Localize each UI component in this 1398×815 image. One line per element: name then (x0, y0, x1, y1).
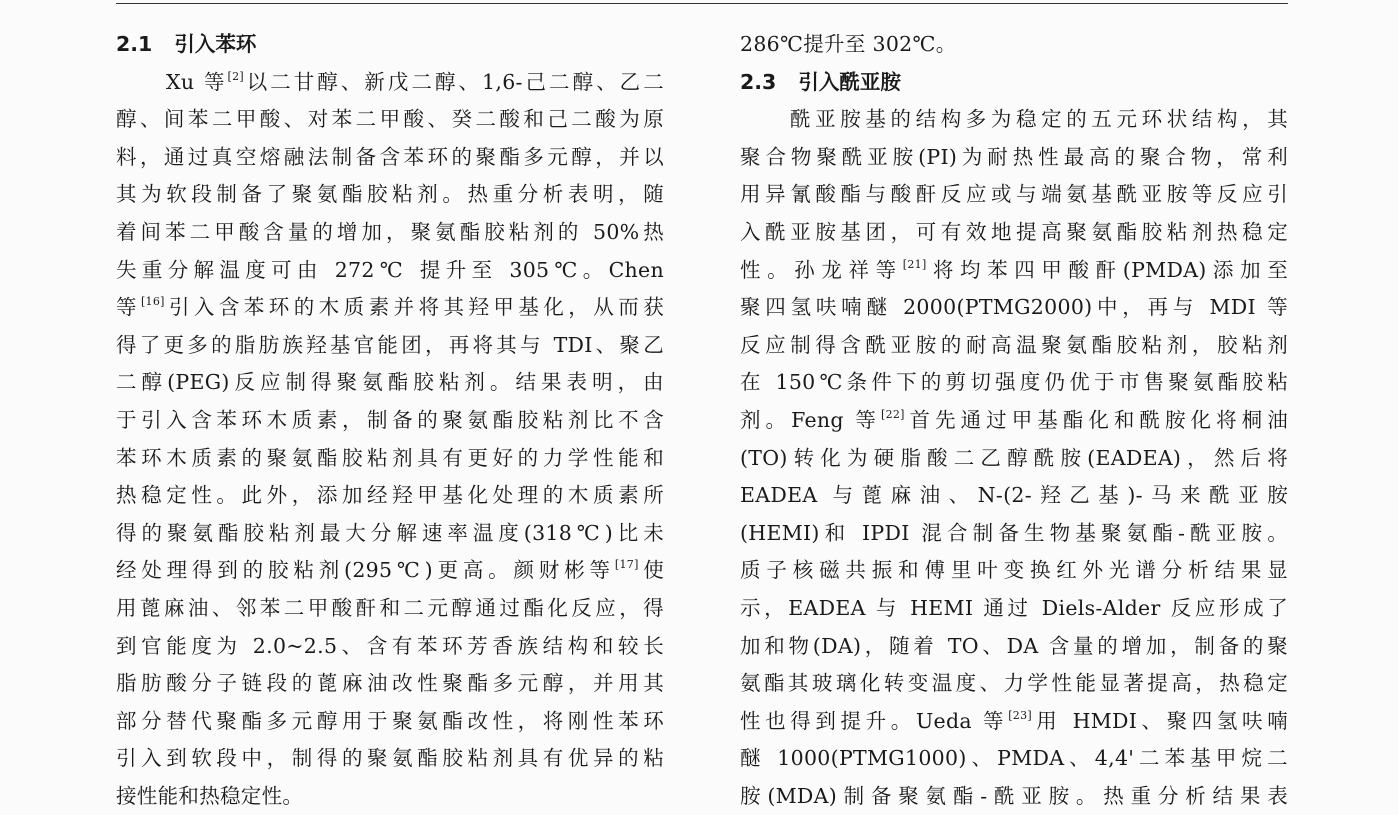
body-line (740, 477, 1288, 515)
body-line (116, 364, 664, 402)
section-number: 2.3 (740, 69, 777, 94)
section-title: 引入苯环 (174, 32, 257, 56)
body-line (116, 327, 664, 365)
body-line (116, 440, 664, 478)
body-line (116, 252, 664, 290)
body-line (116, 665, 664, 703)
body-line (740, 515, 1288, 553)
body-line (116, 515, 664, 553)
line-text: 反应制得含酰亚胺的耐高温聚氨酯胶粘剂，胶粘剂 (740, 332, 1288, 357)
body-line (116, 64, 664, 102)
line-text: 聚四氢呋喃醚 2000(PTMG2000)中，再与 MDI 等 (740, 295, 1288, 320)
line-text: 用异氰酸酯与酸酐反应或与端氨基酰亚胺等反应引 (740, 182, 1288, 207)
line-text: 醇、间苯二甲酸、对苯二甲酸、癸二酸和己二酸为原 (116, 107, 664, 132)
line-text: 着间苯二甲酸含量的增加，聚氨酯胶粘剂的 50%热 (116, 219, 664, 244)
citation-ref: [21] (902, 257, 927, 271)
line-text: 得了更多的脂肪族羟基官能团，再将其与 TDI、聚乙 (116, 332, 664, 357)
body-line (116, 176, 664, 214)
section-title: 引入酰亚胺 (798, 69, 901, 94)
body-line (116, 289, 664, 327)
right-body (740, 101, 1288, 815)
body-line (740, 214, 1288, 252)
line-text: 性。孙龙祥等 (740, 257, 903, 282)
body-line (116, 552, 664, 590)
line-text: 等 (116, 295, 141, 320)
body-line (740, 703, 1288, 741)
body-line (116, 477, 664, 515)
left-column (116, 26, 664, 815)
body-line (116, 402, 664, 440)
line-text: 部分替代聚酯多元醇用于聚氨酯改性，将刚性苯环 (116, 708, 664, 733)
line-text: 胺(MDA)制备聚氨酯-酰亚胺。热重分析结果表 (740, 783, 1288, 808)
body-line (116, 628, 664, 666)
body-line (116, 778, 664, 815)
right-column (740, 26, 1288, 815)
section-heading-2-1 (116, 26, 664, 64)
body-line (740, 778, 1288, 815)
line-text: 二醇(PEG)反应制得聚氨酯胶粘剂。结果表明，由 (116, 370, 664, 395)
line-text: 酰亚胺基的结构多为稳定的五元环状结构，其 (790, 107, 1288, 132)
body-line (740, 364, 1288, 402)
body-line (116, 139, 664, 177)
line-text: 示，EADEA 与 HEMI 通过 Diels-Alder 反应形成了 (740, 595, 1288, 620)
line-text: 脂肪酸分子链段的蓖麻油改性聚酯多元醇，并用其 (116, 671, 664, 696)
citation-ref: [2] (227, 69, 244, 83)
body-line (740, 101, 1288, 139)
line-text: 于引入含苯环木质素，制备的聚氨酯胶粘剂比不含 (116, 407, 664, 432)
body-line (740, 402, 1288, 440)
line-text: 到官能度为 2.0~2.5、含有苯环芳香族结构和较长 (116, 633, 664, 658)
line-text: 得的聚氨酯胶粘剂最大分解速率温度(318℃)比未 (116, 520, 664, 545)
body-line (740, 176, 1288, 214)
line-text: 苯环木质素的聚氨酯胶粘剂具有更好的力学性能和 (116, 445, 664, 470)
line-text: 质子核磁共振和傅里叶变换红外光谱分析结果显 (740, 558, 1288, 583)
left-body (116, 64, 664, 815)
body-line (740, 590, 1288, 628)
line-text: 剂。Feng 等 (740, 407, 881, 432)
line-text: 失重分解温度可由 272℃ 提升至 305℃。Chen (116, 257, 664, 282)
body-line (740, 440, 1288, 478)
body-line (740, 289, 1288, 327)
line-text: (HEMI)和 IPDI 混合制备生物基聚氨酯-酰亚胺。 (740, 520, 1288, 545)
body-line: 286℃提升至 302℃。 (740, 32, 957, 56)
line-text: 料，通过真空熔融法制备含苯环的聚酯多元醇，并以 (116, 144, 664, 169)
section-number: 2.1 (116, 32, 153, 56)
line-text: 经处理得到的胶粘剂(295℃)更高。颜财彬等 (116, 558, 615, 583)
line-text: 入酰亚胺基团，可有效地提高聚氨酯胶粘剂热稳定 (740, 219, 1288, 244)
line-text: 接性能和热稳定性。 (116, 783, 304, 808)
citation-ref: [22] (880, 407, 905, 421)
body-line (116, 590, 664, 628)
citation-ref: [17] (614, 558, 639, 572)
body-line (740, 327, 1288, 365)
line-text: 加和物(DA)，随着 TO、DA 含量的增加，制备的聚 (740, 633, 1288, 658)
body-line (740, 740, 1288, 778)
line-text: 首先通过甲基酯化和酰胺化将桐油 (904, 407, 1289, 432)
body-line (740, 252, 1288, 290)
body-line (740, 628, 1288, 666)
line-text: 引入到软段中，制得的聚氨酯胶粘剂具有优异的粘 (116, 746, 664, 771)
line-text: 其为软段制备了聚氨酯胶粘剂。热重分析表明，随 (116, 182, 664, 207)
body-line (116, 101, 664, 139)
line-text: 以二甘醇、新戊二醇、1,6-己二醇、乙二 (243, 69, 664, 94)
citation-ref: [23] (1008, 708, 1032, 722)
line-text: 聚合物聚酰亚胺(PI)为耐热性最高的聚合物，常利 (740, 144, 1288, 169)
line-text: 氨酯其玻璃化转变温度、力学性能显著提高，热稳定 (740, 671, 1288, 696)
line-text: 用蓖麻油、邻苯二甲酸酐和二元醇通过酯化反应，得 (116, 595, 664, 620)
line-text: 使 (638, 558, 664, 583)
line-text: Xu 等 (166, 69, 228, 94)
line-text: 在 150℃条件下的剪切强度仍优于市售聚氨酯胶粘 (740, 370, 1288, 395)
line-text: (TO)转化为硬脂酸二乙醇酰胺(EADEA)，然后将 (740, 445, 1288, 470)
body-line (116, 703, 664, 741)
line-text: 性也得到提升。Ueda 等 (740, 708, 1009, 733)
line-text: 醚 1000(PTMG1000)、PMDA、4,4'二苯基甲烷二 (740, 746, 1288, 771)
line-text: EADEA 与蓖麻油、N-(2-羟乙基)-马来酰亚胺 (740, 483, 1288, 508)
top-rule (116, 3, 1288, 4)
line-text: 引入含苯环的木质素并将其羟甲基化，从而获 (164, 295, 664, 320)
citation-ref: [16] (140, 295, 165, 309)
section-heading-2-3 (740, 64, 1288, 102)
line-text: 将均苯四甲酸酐(PMDA)添加至 (926, 257, 1288, 282)
body-line (740, 665, 1288, 703)
line-text: 用 HMDI、聚四氢呋喃 (1031, 708, 1288, 733)
body-line (116, 740, 664, 778)
body-line (116, 214, 664, 252)
line-text: 热稳定性。此外，添加经羟甲基化处理的木质素所 (116, 483, 664, 508)
body-line (740, 552, 1288, 590)
body-line (740, 139, 1288, 177)
